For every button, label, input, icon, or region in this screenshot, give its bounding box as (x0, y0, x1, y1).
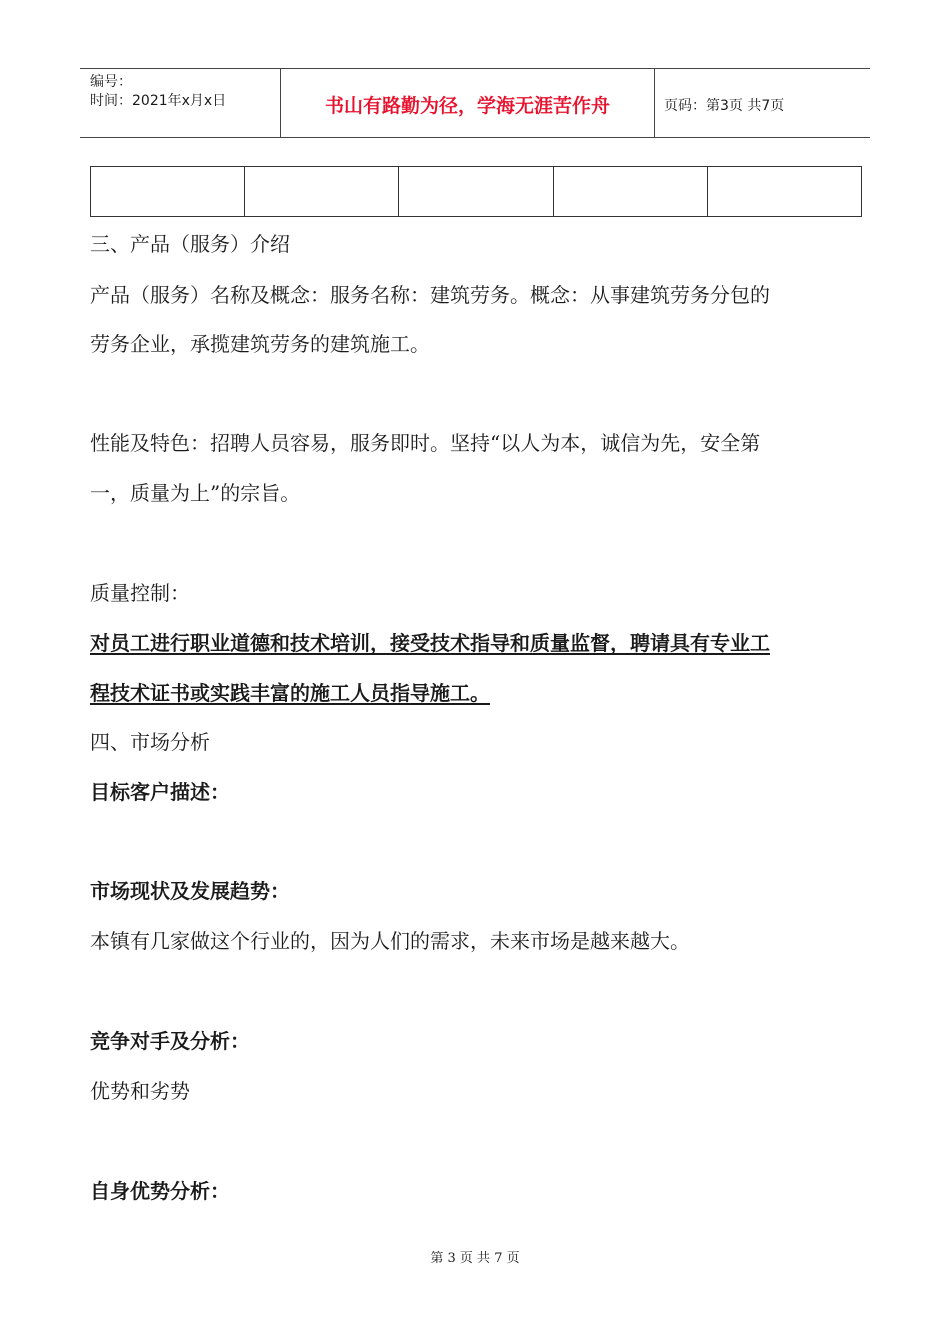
header-meta (80, 69, 280, 137)
time-label: 时间：2021年x月x日 (90, 93, 227, 109)
table-cell (708, 167, 861, 216)
page-header (80, 68, 870, 138)
market-status-text: 本镇有几家做这个行业的，因为人们的需求，未来市场是越来越大。 (90, 929, 690, 953)
header-motto-cell (280, 69, 655, 137)
table-cell (554, 167, 708, 216)
market-status-label: 市场现状及发展趋势： (90, 879, 290, 903)
table-cell (91, 167, 245, 216)
number-label: 编号： (90, 74, 132, 90)
competitor-label: 竞争对手及分析： (90, 1029, 250, 1053)
empty-table (90, 166, 862, 217)
quality-control-line1: 对员工进行职业道德和技术培训，接受技术指导和质量监督，聘请具有专业工 (90, 631, 770, 655)
quality-control-line2: 程技术证书或实践丰富的施工人员指导施工。 (90, 681, 490, 705)
product-description-line2: 劳务企业，承揽建筑劳务的建筑施工。 (90, 332, 430, 356)
feature-line1: 性能及特色：招聘人员容易，服务即时。坚持“以人为本，诚信为先，安全第 (90, 431, 761, 455)
quality-control-label: 质量控制： (90, 581, 190, 605)
target-customer-label: 目标客户描述： (90, 780, 230, 804)
section3-title: 三、产品（服务）介绍 (90, 232, 290, 256)
table-cell (399, 167, 553, 216)
table-cell (245, 167, 399, 216)
section4-title: 四、市场分析 (90, 730, 210, 754)
header-page-cell (654, 69, 870, 137)
page-number-label: 页码：第3页 共7页 (664, 98, 785, 114)
page-footer: 第 3 页 共 7 页 (430, 1251, 520, 1266)
competitor-text: 优势和劣势 (90, 1079, 190, 1103)
motto-text: 书山有路勤为径，学海无涯苦作舟 (324, 95, 610, 117)
feature-line2: 一，质量为上”的宗旨。 (90, 481, 301, 505)
product-description-line1: 产品（服务）名称及概念：服务名称：建筑劳务。概念：从事建筑劳务分包的 (90, 283, 770, 307)
self-advantage-label: 自身优势分析： (90, 1179, 230, 1203)
